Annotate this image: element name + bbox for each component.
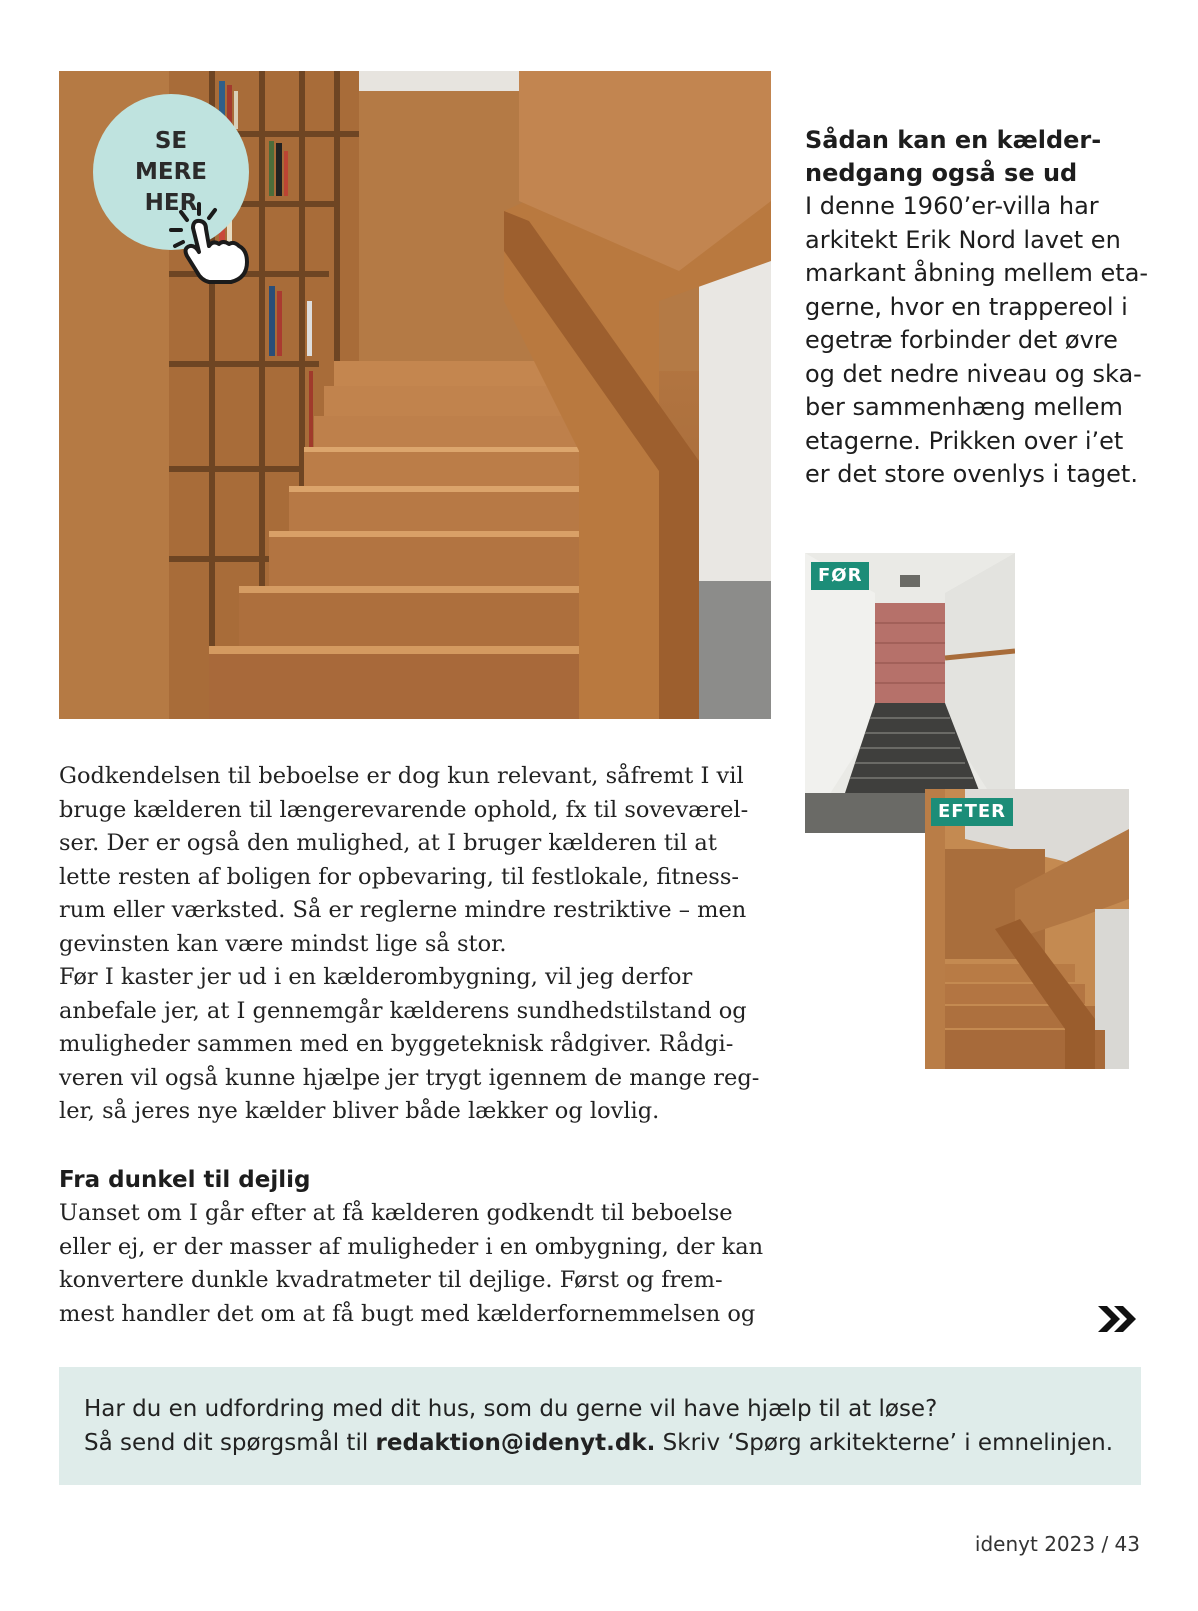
badge-line-1: SE [154, 127, 188, 154]
pointing-hand-icon[interactable] [163, 198, 255, 290]
badge-line-3: HER [144, 189, 198, 216]
article-subheading: Fra dunkel til dejlig [59, 1167, 311, 1193]
info-line-2 [84, 1426, 1134, 1460]
contact-info-text [84, 1392, 1134, 1460]
sidebar-body: I denne 1960’er-villa har arkitekt Erik Nord lavet en markant åbning mellem eta- gerne, hvor en trappereol i egetræ forbinder det øvre og det nedre niveau og ska- ber sammenhæng mellem etagerne. Prikken over i’et er det store ovenlys i taget. [805, 192, 1149, 488]
before-tag: FØR [811, 562, 869, 590]
article-paragraph-2: Uanset om I går efter at få kælderen godkendt til beboelse eller ej, er der masser af muligheder i en ombygning, der kan konvertere dunkle kvadratmeter til dejlige. Først og frem- mest handler det om at få bugt med kælderfornemmelsen og [59, 1200, 764, 1327]
badge-line-2: MERE [134, 158, 208, 185]
info-line-2-prefix: Så send dit spørgsmål til [84, 1430, 376, 1456]
article-paragraph-1: Godkendelsen til beboelse er dog kun relevant, såfremt I vil bruge kælderen til længerevarende ophold, fx til soveværel- ser. Der er også den mulighed, at I bruger kælderen til at lette resten af boligen for opbevaring, til festlokale, fitness- rum eller værksted. Så er reglerne mindre restriktive – men gevinsten kan være mindst lige så stor. Før I kaster jer ud i en kælderombygning, vil jeg derfor anbefale jer, at I gennemgår kælderens sundhedstilstand og muligheder sammen med en byggeteknisk rådgiver. Rådgi- veren vil også kunne hjælpe jer trygt igennem de mange reg- ler, så jeres nye kælder bliver både lækker og lovlig. [59, 763, 760, 1124]
after-photo [925, 789, 1129, 1069]
info-line-1: Har du en udfordring med dit hus, som du gerne vil have hjælp til at løse? [84, 1396, 938, 1422]
email-link[interactable]: redaktion@idenyt.dk. [375, 1430, 656, 1456]
after-tag: EFTER [931, 798, 1013, 826]
double-chevron-right-icon[interactable] [1098, 1304, 1138, 1338]
page-footer: idenyt 2023 / 43 [974, 1532, 1140, 1556]
sidebar-heading: Sådan kan en kælder- nedgang også se ud [805, 126, 1102, 187]
info-line-2-suffix: Skriv ‘Spørg arkitekterne’ i emnelinjen. [655, 1430, 1114, 1456]
